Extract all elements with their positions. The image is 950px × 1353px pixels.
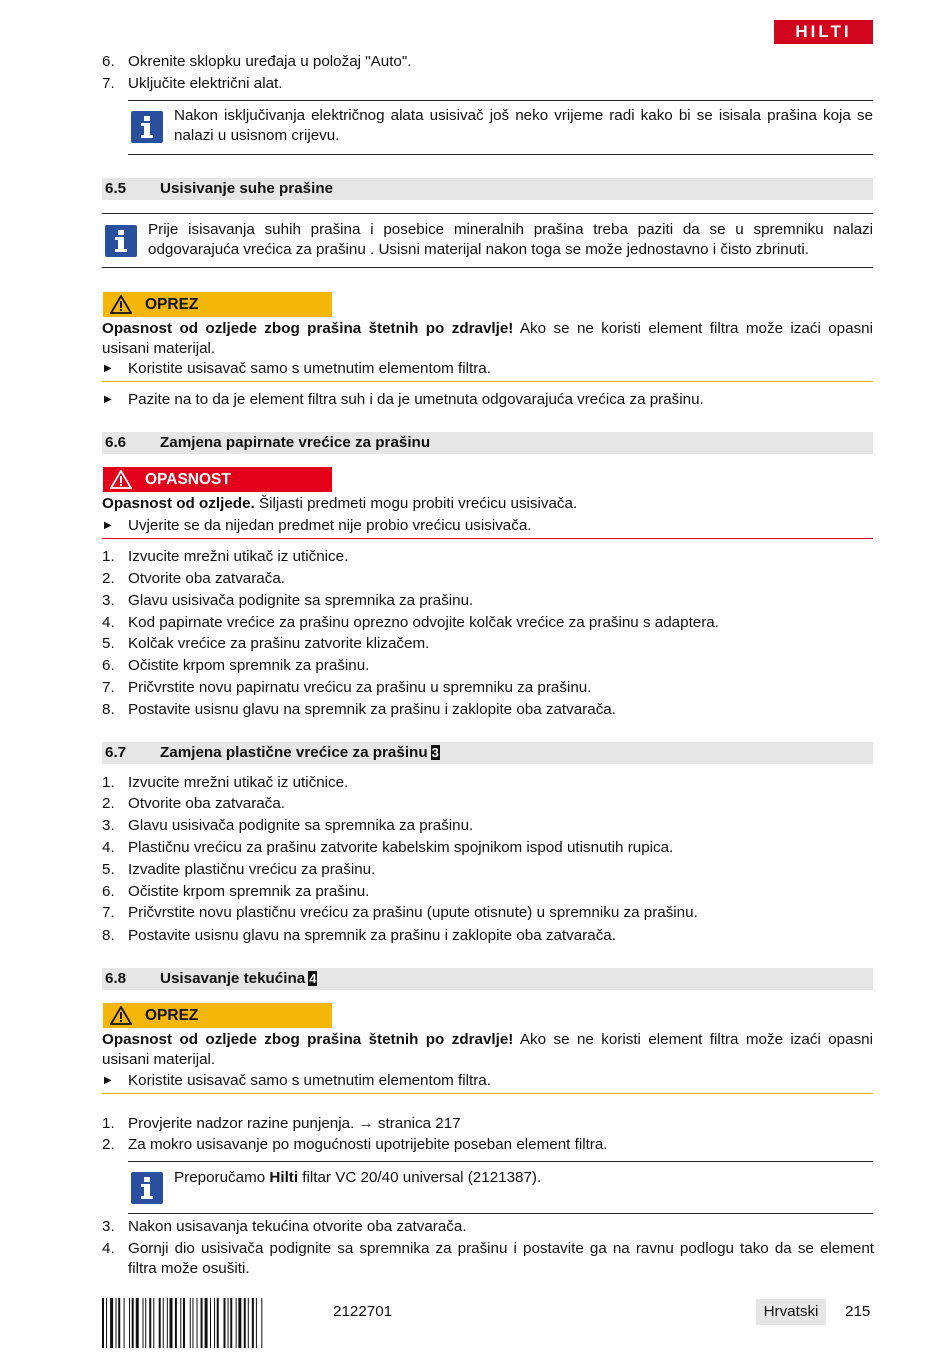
page-number: 215 xyxy=(845,1303,871,1320)
list-item: 2. Otvorite oba zatvarača. xyxy=(102,795,286,812)
info-note: Nakon isključivanja električnog alata usisivač još neko vrijeme radi kako bi se isisala prašina koja se nalazi u usisnom crijevu. xyxy=(174,107,873,144)
list-item: 1. Izvucite mrežni utikač iz utičnice. xyxy=(102,548,349,565)
section-heading-6-6: 6.6 Zamjena papirnate vrećice za prašinu xyxy=(102,432,873,454)
hilti-logo: HILTI xyxy=(774,20,873,44)
figure-reference: 3 xyxy=(431,745,439,760)
list-item: 1. Provjerite nadzor razine punjenja. → stranica 217 xyxy=(102,1115,461,1132)
list-item: 5. Izvadite plastičnu vrećicu za prašinu. xyxy=(102,861,376,878)
list-item: ▶ Koristite usisavač samo s umetnutim elementom filtra. xyxy=(104,360,491,377)
divider xyxy=(102,267,873,268)
list-item: 4. Plastičnu vrećicu za prašinu zatvorite kabelskim spojnikom ispod utisnutih rupica. xyxy=(102,839,674,856)
document-code: 2122701 xyxy=(333,1303,393,1320)
divider xyxy=(128,100,873,101)
list-item: 3. Glavu usisivača podignite sa spremnika za prašinu. xyxy=(102,592,474,609)
list-item: 6. Očistite krpom spremnik za prašinu. xyxy=(102,883,370,900)
list-item: 4. Gornji dio usisivača podignite sa spremnika za prašinu i postavite ga na ravnu podlogu tako da se element filtra može osušiti. xyxy=(102,1240,874,1277)
list-item: ▶ Koristite usisavač samo s umetnutim elementom filtra. xyxy=(104,1072,491,1089)
list-item: 1. Izvucite mrežni utikač iz utičnice. xyxy=(102,774,349,791)
warning-icon xyxy=(110,470,132,489)
list-item: 7. Pričvrstite novu papirnatu vrećicu za prašinu u spremniku za prašinu. xyxy=(102,679,592,696)
info-note: Preporučamo Hilti filtar VC 20/40 universal (2121387). xyxy=(174,1169,542,1186)
info-icon xyxy=(131,111,163,143)
danger-label: OPASNOST xyxy=(103,467,332,492)
caution-divider xyxy=(102,1093,873,1094)
list-item: 7. Uključite električni alat. xyxy=(102,75,283,92)
caution-label: OPREZ xyxy=(103,292,332,317)
list-item: ▶ Pazite na to da je element filtra suh i da je umetnuta odgovarajuća vrećica za prašinu. xyxy=(104,391,704,408)
list-item: 5. Kolčak vrećice za prašinu zatvorite klizačem. xyxy=(102,635,430,652)
warning-icon xyxy=(110,1006,132,1025)
divider xyxy=(128,154,873,155)
list-item: 2. Otvorite oba zatvarača. xyxy=(102,570,286,587)
warning-icon xyxy=(110,295,132,314)
caution-text: Opasnost od ozljede zbog prašina štetnih po zdravlje! Ako se ne koristi element filtra može izaći opasni usisani materijal. xyxy=(102,320,873,357)
list-item: 3. Nakon usisavanja tekućina otvorite oba zatvarača. xyxy=(102,1218,467,1235)
list-item: 2. Za mokro usisavanje po mogućnosti upotrijebite poseban element filtra. xyxy=(102,1136,608,1153)
list-item: 8. Postavite usisnu glavu na spremnik za prašinu i zaklopite oba zatvarača. xyxy=(102,701,616,718)
barcode xyxy=(102,1298,316,1348)
list-item: 4. Kod papirnate vrećice za prašinu oprezno odvojite kolčak vrećice za prašinu s adaptera. xyxy=(102,614,719,631)
danger-text: Opasnost od ozljede. Šiljasti predmeti mogu probiti vrećicu usisivača. xyxy=(102,495,578,512)
divider xyxy=(102,213,873,214)
caution-divider xyxy=(102,381,873,382)
list-item: 6. Očistite krpom spremnik za prašinu. xyxy=(102,657,370,674)
list-item: ▶ Uvjerite se da nijedan predmet nije probio vrećicu usisivača. xyxy=(104,517,532,534)
list-item: 7. Pričvrstite novu plastičnu vrećicu za prašinu (upute otisnute) u spremniku za prašinu. xyxy=(102,904,698,921)
list-item: 6. Okrenite sklopku uređaja u položaj "Auto". xyxy=(102,53,412,70)
figure-reference: 4 xyxy=(309,971,317,986)
list-item: 8. Postavite usisnu glavu na spremnik za prašinu i zaklopite oba zatvarača. xyxy=(102,927,616,944)
info-icon xyxy=(131,1172,163,1204)
section-heading-6-7: 6.7 Zamjena plastične vrećice za prašinu 3 xyxy=(102,742,873,764)
divider xyxy=(128,1161,873,1162)
caution-text: Opasnost od ozljede zbog prašina štetnih po zdravlje! Ako se ne koristi element filtra može izaći opasni usisani materijal. xyxy=(102,1031,873,1068)
section-heading-6-8: 6.8 Usisavanje tekućina 4 xyxy=(102,968,873,990)
info-icon xyxy=(105,225,137,257)
danger-divider xyxy=(102,538,873,539)
section-heading-6-5: 6.5 Usisivanje suhe prašine xyxy=(102,178,873,200)
info-note: Prije isisavanja suhih prašina i posebice mineralnih prašina treba paziti da se u spremniku nalazi odgovarajuća vrećica za prašinu . Usisni materijal nakon toga se može jednostavno i čisto zbrinuti. xyxy=(148,221,873,258)
language-label: Hrvatski xyxy=(756,1299,826,1325)
list-item: 3. Glavu usisivača podignite sa spremnika za prašinu. xyxy=(102,817,474,834)
caution-label: OPREZ xyxy=(103,1003,332,1028)
divider xyxy=(128,1213,873,1214)
